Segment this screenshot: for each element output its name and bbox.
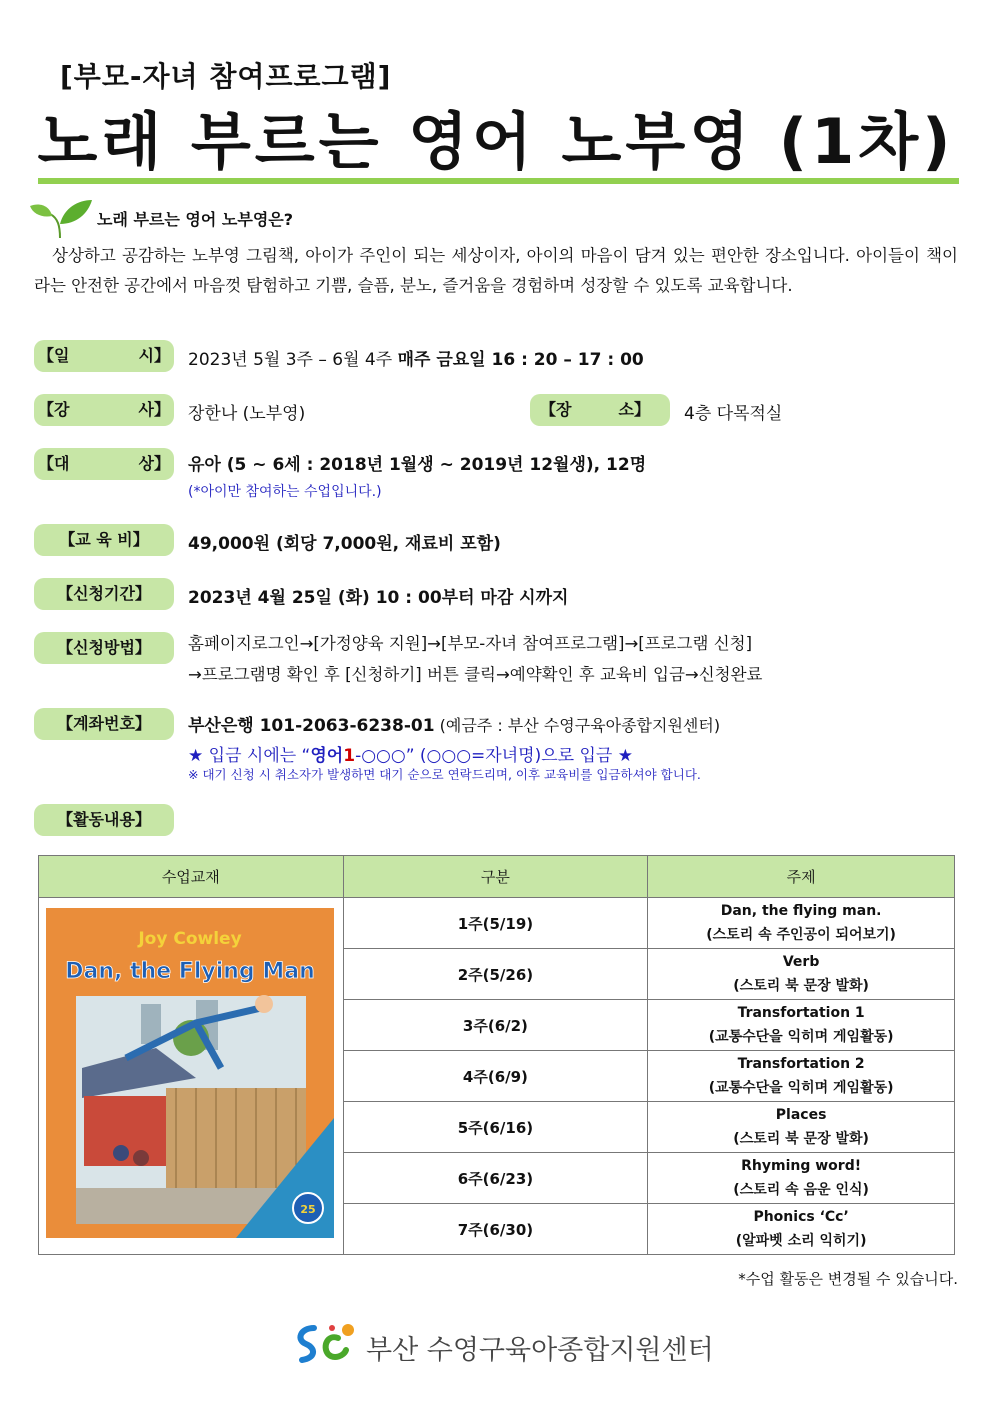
instructor-label xyxy=(34,394,174,426)
organization-name: 부산 수영구육아종합지원센터 xyxy=(366,1335,714,1366)
week-cell: 7주(6/30) xyxy=(343,1204,648,1255)
topic-title: Transfortation 2 xyxy=(737,1056,865,1072)
week-cell: 2주(5/26) xyxy=(343,949,648,1000)
topic-cell xyxy=(648,1000,955,1051)
instructor-label-close: 사】 xyxy=(138,400,170,419)
deposit-suffix: -○○○” (○○○=자녀명)으로 입금 ★ xyxy=(355,746,633,766)
activity-label: 【활동내용】 xyxy=(34,804,174,836)
topic-cell xyxy=(648,1153,955,1204)
method-line1: 홈페이지로그인→[가정양육 지원]→[부모-자녀 참여프로그램]→[프로그램 신청] xyxy=(188,634,753,653)
method-line2: →프로그램명 확인 후 [신청하기] 버튼 클릭→예약확인 후 교육비 입금→신청완료 xyxy=(188,665,763,684)
target-note: (*아이만 참여하는 수업입니다.) xyxy=(188,484,382,500)
topic-title: Verb xyxy=(782,954,820,970)
topic-cell xyxy=(648,898,955,949)
topic-title: Dan, the flying man. xyxy=(720,903,882,919)
period-value: 2023년 4월 25일 (화) 10 : 00부터 마감 시까지 xyxy=(188,588,569,608)
target-value: 유아 (5 ~ 6세 : 2018년 1월생 ~ 2019년 12월생), 12명 xyxy=(188,455,647,475)
place-label-open: 【장 xyxy=(540,400,572,419)
topic-cell xyxy=(648,1204,955,1255)
title-divider xyxy=(38,178,959,184)
account-value xyxy=(188,711,720,736)
topic-cell xyxy=(648,1102,955,1153)
topic-title: Places xyxy=(775,1107,827,1123)
period-label: 【신청기간】 xyxy=(34,578,174,610)
deposit-number: 1 xyxy=(343,746,356,766)
schedule-value xyxy=(188,345,644,370)
schedule-dates: 2023년 5월 3주 – 6월 4주 xyxy=(188,350,398,370)
instructor-label-open: 【강 xyxy=(38,400,70,419)
intro-text: 상상하고 공감하는 노부영 그림책, 아이가 주인이 되는 세상이자, 아이의 마음이 담겨 있는 편안한 장소입니다. 아이들이 책이라는 안전한 공간에서 마음껏 탐험하고 기쁨, 슬픔, 분노, 즐거움을 경험하며 성장할 수 있도록 교육합니다. xyxy=(34,246,958,295)
topic-title: Transfortation 1 xyxy=(737,1005,865,1021)
organization-logo-icon xyxy=(292,1320,362,1370)
book-title: Dan, the Flying Man xyxy=(65,959,315,984)
topic-cell xyxy=(648,1051,955,1102)
week-cell: 4주(6/9) xyxy=(343,1051,648,1102)
book-cover-image xyxy=(46,908,334,1238)
schedule-label xyxy=(34,340,174,372)
topic-sub: (교통수단을 익히며 게임활동) xyxy=(708,1029,894,1045)
header-week: 구분 xyxy=(343,856,648,898)
program-category: [부모-자녀 참여프로그램] xyxy=(60,60,392,93)
place-value: 4층 다목적실 xyxy=(684,404,783,424)
topic-title: Phonics ‘Cc’ xyxy=(753,1209,849,1225)
place-label xyxy=(530,394,670,426)
schedule-label-open: 【일 xyxy=(38,346,70,365)
table-header-row xyxy=(39,856,955,898)
topic-sub: (스토리 북 문장 발화) xyxy=(733,978,869,994)
header-topic: 주제 xyxy=(648,856,955,898)
footer-logo xyxy=(292,1320,712,1370)
fee-value: 49,000원 (회당 7,000원, 재료비 포함) xyxy=(188,534,501,554)
topic-title: Rhyming word! xyxy=(741,1158,862,1174)
place-label-close: 소】 xyxy=(618,400,650,419)
schedule-time: 매주 금요일 16 : 20 – 17 : 00 xyxy=(397,350,644,370)
topic-sub: (교통수단을 익히며 게임활동) xyxy=(708,1080,894,1096)
topic-sub: (스토리 북 문장 발화) xyxy=(733,1131,869,1147)
instructor-value: 장한나 (노부영) xyxy=(188,404,306,424)
topic-cell xyxy=(648,949,955,1000)
deposit-instruction xyxy=(188,741,633,766)
week-cell: 1주(5/19) xyxy=(343,898,648,949)
book-badge: 25 xyxy=(300,1203,316,1216)
target-label-open: 【대 xyxy=(38,454,70,473)
week-cell: 5주(6/16) xyxy=(343,1102,648,1153)
week-cell: 3주(6/2) xyxy=(343,1000,648,1051)
book-illustration xyxy=(46,908,334,1238)
intro-heading: 노래 부르는 영어 노부영은? xyxy=(97,210,294,229)
header-textbook: 수업교재 xyxy=(39,856,344,898)
waitlist-note: ※ 대기 신청 시 취소자가 발생하면 대기 순으로 연락드리며, 이후 교육비를 입금하셔야 합니다. xyxy=(188,767,701,782)
page-title: 노래 부르는 영어 노부영 (1차) xyxy=(37,105,955,178)
account-holder: (예금주 : 부산 수영구육아종합지원센터) xyxy=(434,716,721,735)
schedule-label-close: 시】 xyxy=(138,346,170,365)
deposit-code: 영어 xyxy=(310,746,344,766)
week-cell: 6주(6/23) xyxy=(343,1153,648,1204)
deposit-prefix: ★ 입금 시에는 “ xyxy=(188,746,311,766)
target-label xyxy=(34,448,174,480)
topic-sub: (스토리 속 주인공이 되어보기) xyxy=(706,927,896,943)
sprout-icon xyxy=(30,196,94,240)
method-label: 【신청방법】 xyxy=(34,632,174,664)
topic-sub: (스토리 속 음운 인식) xyxy=(733,1182,869,1198)
account-number: 부산은행 101-2063-6238-01 xyxy=(188,716,435,736)
footnote: *수업 활동은 변경될 수 있습니다. xyxy=(738,1270,958,1288)
target-label-close: 상】 xyxy=(138,454,170,473)
fee-label: 【교 육 비】 xyxy=(34,524,174,556)
book-author: Joy Cowley xyxy=(138,929,242,949)
topic-sub: (알파벳 소리 익히기) xyxy=(735,1233,867,1249)
account-label: 【계좌번호】 xyxy=(34,708,174,740)
